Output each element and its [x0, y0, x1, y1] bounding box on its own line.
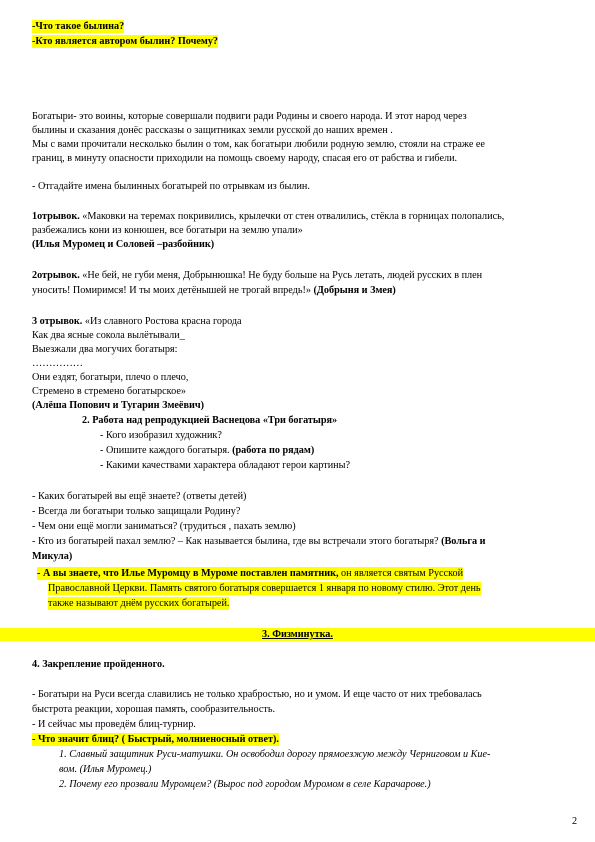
highlight-line-3: также называют днём русских богатырей.	[48, 598, 230, 609]
excerpt-3-line-3: Выезжали два могучих богатыря:	[32, 344, 178, 355]
excerpt-3-answer: (Алёша Попович и Тугарин Змеёвич)	[32, 400, 204, 411]
blitz-item-1-cont: вом. (Илья Муромец.)	[59, 764, 152, 775]
question-2: -Кто является автором былин? Почему?	[32, 36, 219, 47]
section-2-question-2	[100, 444, 314, 457]
excerpt-3-line-4: ……………	[32, 358, 83, 369]
blitz-question: - Что значит блиц? ( Быстрый, молниеносный ответ).	[32, 734, 279, 745]
section-2-question-2-note: (работа по рядам)	[232, 445, 315, 456]
section-2-question-2-text: - Опишите каждого богатыря.	[100, 445, 233, 456]
intro-line-4: границ, в минуту опасности приходили на помощь своему народу, спасая его от рабства и гибели.	[32, 153, 458, 164]
intro-line-3: Мы с вами прочитали несколько былин о том, как богатыри любили родную землю, стояли на страже ее	[32, 139, 485, 150]
excerpt-2-text-2: уносить! Помиримся! И ты моих детёнышей не трогай впредь!»	[32, 285, 314, 296]
plow-answer-cont: Микула)	[32, 551, 73, 562]
section-2-question-3: - Какими качествами характера обладают герои картины?	[100, 460, 350, 471]
plow-question	[32, 535, 485, 548]
dash-question-1: - Каких богатырей вы ещё знаете? (ответы детей)	[32, 491, 247, 502]
section-3-title: 3. Физминутка.	[0, 628, 595, 641]
section-4-title: 4. Закрепление пройденного.	[32, 659, 165, 670]
excerpt-1-label: 1отрывок.	[32, 211, 80, 222]
excerpt-3-label: 3 отрывок.	[32, 316, 83, 327]
excerpt-1	[32, 210, 504, 223]
closing-line-2: быстрота реакции, хорошая память, сообразительность.	[32, 704, 276, 715]
guess-instruction: - Отгадайте имена былинных богатырей по отрывкам из былин.	[32, 181, 310, 192]
plow-question-text: - Кто из богатырей пахал землю? – Как называется былина, где вы встречали этого богатыря?	[32, 536, 442, 547]
intro-line-2: былины и сказания донёс рассказы о защитниках земли русской до наших времен .	[32, 125, 393, 136]
highlight-rest: он является святым Русской	[338, 568, 464, 579]
excerpt-3-text: «Из славного Ростова красна города	[82, 316, 242, 327]
excerpt-2-label: 2отрывок.	[32, 270, 80, 281]
section-2-title: 2. Работа над репродукцией Васнецова «Три богатыря»	[82, 415, 338, 426]
closing-line-3: - И сейчас мы проведём блиц-турнир.	[32, 719, 196, 730]
excerpt-3-line-5: Они ездят, богатыри, плечо о плечо,	[32, 372, 189, 383]
excerpt-3	[32, 315, 242, 328]
closing-line-1: - Богатыри на Руси всегда славились не только храбростью, но и умом. И еще часто от них требовалась	[32, 689, 482, 700]
highlight-line-1	[37, 567, 463, 580]
blitz-item-1: 1. Славный защитник Руси-матушки. Он освободил дорогу прямоезжую между Черниговом и Кие-	[59, 749, 491, 760]
intro-line-1: Богатыри- это воины, которые совершали подвиги ради Родины и своего народа. И этот народ через	[32, 111, 467, 122]
page-number: 2	[572, 816, 578, 827]
plow-answer: (Вольга и	[441, 536, 486, 547]
excerpt-1-answer: (Илья Муромец и Соловей –разбойник)	[32, 239, 215, 250]
excerpt-2-line-2	[32, 284, 396, 297]
dash-question-3: - Чем они ещё могли заниматься? (трудиться , пахать землю)	[32, 521, 296, 532]
highlight-line-2: Православной Церкви. Память святого богатыря совершается 1 января по новому стилю. Этот день	[48, 583, 481, 594]
section-2-question-1: - Кого изобразил художник?	[100, 430, 222, 441]
excerpt-2	[32, 269, 482, 282]
excerpt-3-line-2: Как два ясные сокола вылётывали_	[32, 330, 185, 341]
excerpt-2-answer: (Добрыня и Змея)	[313, 285, 396, 296]
dash-question-2: - Всегда ли богатыри только защищали Родину?	[32, 506, 241, 517]
highlight-bold: - А вы знаете, что Илье Муромцу в Муроме поставлен памятник,	[37, 568, 339, 579]
blitz-item-2: 2. Почему его прозвали Муромцем? (Вырос под городом Муромом в селе Карачарове.)	[59, 779, 431, 790]
excerpt-2-text: «Не бей, не губи меня, Добрынюшка! Не буду больше на Русь летать, людей русских в плен	[79, 270, 483, 281]
excerpt-1-line-2: разбежались кони из конюшен, все богатыри на землю упали»	[32, 225, 303, 236]
excerpt-1-text: «Маковки на теремах покривились, крылечки от стен отвалились, стёкла в горницах полопались,	[79, 211, 505, 222]
question-1: -Что такое былина?	[32, 21, 125, 32]
excerpt-3-line-6: Стремено в стремено богатырское»	[32, 386, 186, 397]
